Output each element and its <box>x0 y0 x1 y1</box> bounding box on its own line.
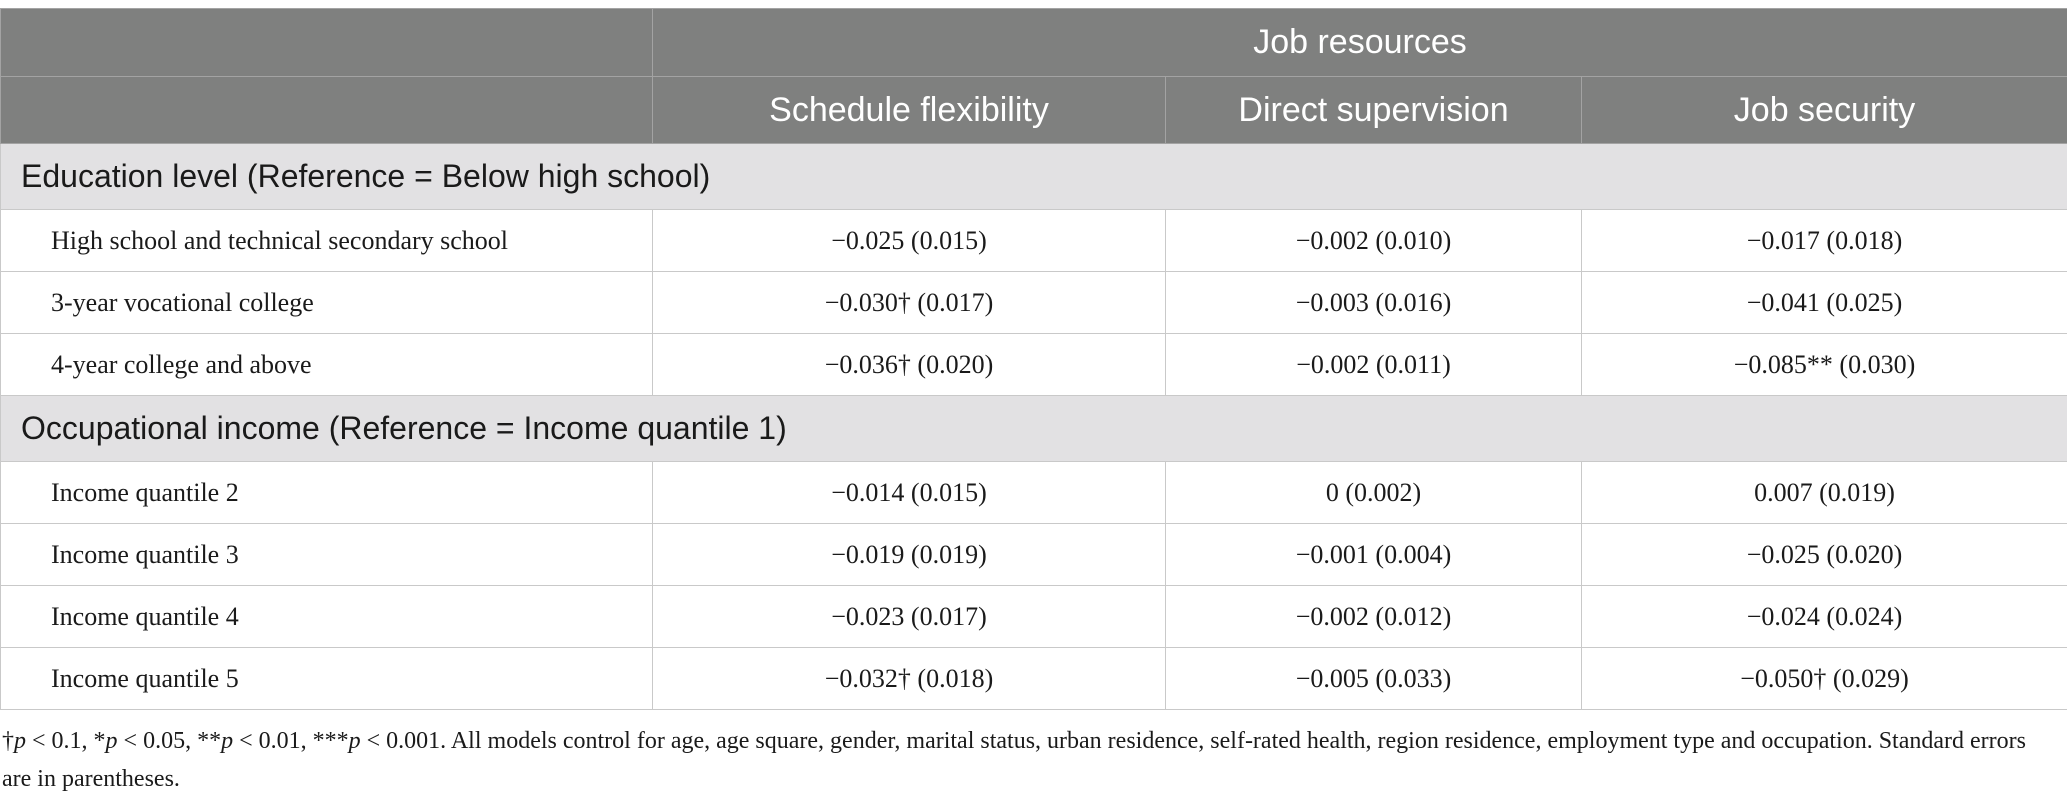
table-row <box>1 272 2067 334</box>
row-label: 4-year college and above <box>1 334 653 396</box>
cell-job-security: −0.050† (0.029) <box>1582 648 2067 710</box>
cell-schedule-flexibility: −0.030† (0.017) <box>653 272 1166 334</box>
column-header-schedule-flexibility: Schedule flexibility <box>653 77 1166 144</box>
section-title: Education level (Reference = Below high school) <box>1 144 2067 210</box>
cell-schedule-flexibility: −0.014 (0.015) <box>653 462 1166 524</box>
row-label: Income quantile 2 <box>1 462 653 524</box>
cell-direct-supervision: −0.002 (0.012) <box>1166 586 1582 648</box>
cell-job-security: −0.024 (0.024) <box>1582 586 2067 648</box>
cell-direct-supervision: −0.001 (0.004) <box>1166 524 1582 586</box>
table-header <box>1 9 2067 144</box>
cell-direct-supervision: −0.003 (0.016) <box>1166 272 1582 334</box>
row-label: High school and technical secondary school <box>1 210 653 272</box>
p-symbol: p <box>348 728 361 754</box>
cell-schedule-flexibility: −0.025 (0.015) <box>653 210 1166 272</box>
cell-job-security: −0.041 (0.025) <box>1582 272 2067 334</box>
p-symbol: p <box>14 728 26 754</box>
cell-direct-supervision: 0 (0.002) <box>1166 462 1582 524</box>
group-header-job-resources: Job resources <box>653 9 2067 77</box>
section-title: Occupational income (Reference = Income quantile 1) <box>1 396 2067 462</box>
dagger-symbol: † <box>2 728 14 754</box>
footnote-text: < 0.001. All models control for age, age square, gender, marital status, urban residence, self-rated health, region residence, employment type and occupation. Standard errors are in parentheses. <box>2 728 2026 792</box>
cell-direct-supervision: −0.002 (0.011) <box>1166 334 1582 396</box>
cell-job-security: 0.007 (0.019) <box>1582 462 2067 524</box>
table-row <box>1 524 2067 586</box>
results-table-container <box>0 8 2067 710</box>
table-row <box>1 462 2067 524</box>
p-symbol: p <box>221 728 234 754</box>
row-label: Income quantile 3 <box>1 524 653 586</box>
table-body <box>1 144 2067 710</box>
cell-schedule-flexibility: −0.023 (0.017) <box>653 586 1166 648</box>
row-label: 3-year vocational college <box>1 272 653 334</box>
header-corner-cell <box>1 9 653 77</box>
cell-schedule-flexibility: −0.019 (0.019) <box>653 524 1166 586</box>
cell-schedule-flexibility: −0.032† (0.018) <box>653 648 1166 710</box>
table-row <box>1 648 2067 710</box>
cell-job-security: −0.085** (0.030) <box>1582 334 2067 396</box>
section-row-education <box>1 144 2067 210</box>
cell-job-security: −0.025 (0.020) <box>1582 524 2067 586</box>
footnote-text: < 0.01, *** <box>233 728 349 754</box>
table-row <box>1 210 2067 272</box>
results-table <box>0 8 2067 710</box>
section-row-occupational-income <box>1 396 2067 462</box>
row-label: Income quantile 4 <box>1 586 653 648</box>
cell-schedule-flexibility: −0.036† (0.020) <box>653 334 1166 396</box>
column-header-direct-supervision: Direct supervision <box>1166 77 1582 144</box>
header-corner-cell <box>1 77 653 144</box>
footnote-text: < 0.05, ** <box>117 728 222 754</box>
p-symbol: p <box>105 728 118 754</box>
table-footnote <box>2 722 2052 798</box>
row-label: Income quantile 5 <box>1 648 653 710</box>
footnote-text: < 0.1, * <box>26 728 106 754</box>
column-header-job-security: Job security <box>1582 77 2067 144</box>
cell-job-security: −0.017 (0.018) <box>1582 210 2067 272</box>
table-row <box>1 334 2067 396</box>
cell-direct-supervision: −0.002 (0.010) <box>1166 210 1582 272</box>
cell-direct-supervision: −0.005 (0.033) <box>1166 648 1582 710</box>
table-row <box>1 586 2067 648</box>
